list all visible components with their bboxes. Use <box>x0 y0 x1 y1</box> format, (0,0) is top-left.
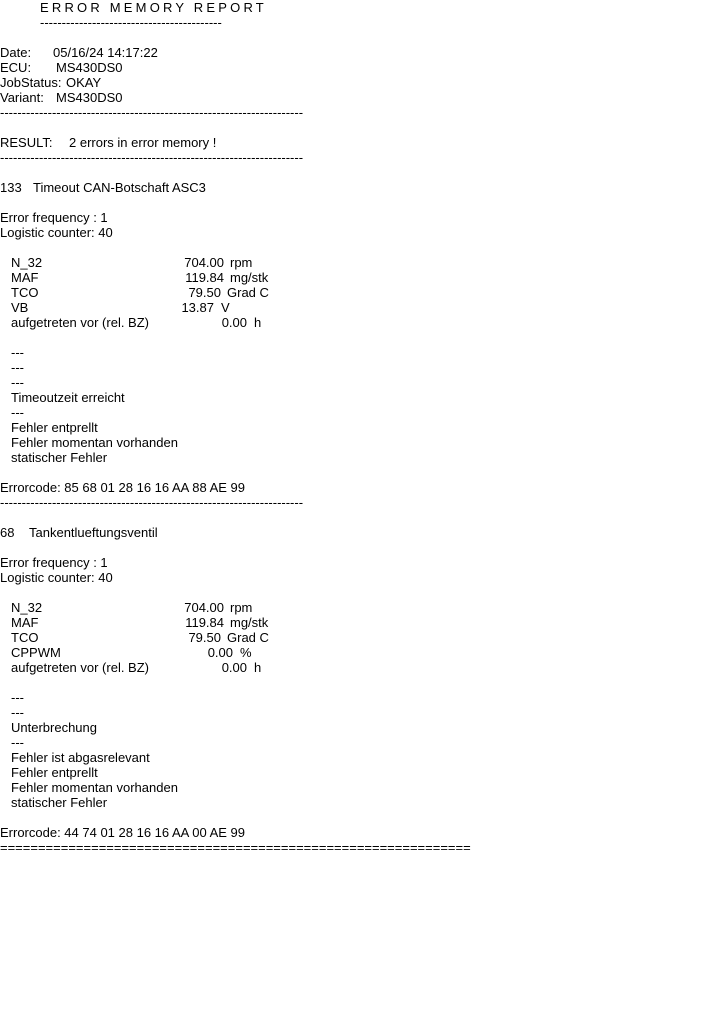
flag-line: --- <box>11 375 24 390</box>
error-frequency: Error frequency : 1 <box>0 555 108 570</box>
flag-line: Fehler ist abgasrelevant <box>11 750 150 765</box>
param-name: TCO <box>11 285 39 300</box>
ecu-label: ECU: <box>0 60 32 75</box>
param-name: N_32 <box>11 600 43 615</box>
flag-line: statischer Fehler <box>11 450 108 465</box>
param-value: 119.84 <box>185 270 224 285</box>
errorcode: Errorcode: 44 74 01 28 16 16 AA 00 AE 99 <box>0 825 246 840</box>
flag-line: --- <box>11 360 24 375</box>
date-value: 05/16/24 14:17:22 <box>53 45 158 60</box>
flag-line: Fehler entprellt <box>11 765 98 780</box>
flag-line: Fehler entprellt <box>11 420 98 435</box>
result-label: RESULT: <box>0 135 53 150</box>
variant-label: Variant: <box>0 90 44 105</box>
flag-line: --- <box>11 690 24 705</box>
param-value: 0.00 <box>221 315 247 330</box>
param-unit: rpm <box>230 255 253 270</box>
flag-line: --- <box>11 735 24 750</box>
logistic-counter: Logistic counter: 40 <box>0 225 113 240</box>
logistic-counter: Logistic counter: 40 <box>0 570 113 585</box>
param-name: MAF <box>11 270 39 285</box>
param-unit: Grad C <box>227 630 269 645</box>
flag-line: --- <box>11 705 24 720</box>
param-value: 704.00 <box>184 255 224 270</box>
param-unit: % <box>240 645 252 660</box>
param-name: MAF <box>11 615 39 630</box>
flag-line: Timeoutzeit erreicht <box>11 390 125 405</box>
flag-line: Fehler momentan vorhanden <box>11 435 178 450</box>
result-text: 2 errors in error memory ! <box>69 135 217 150</box>
report-title: ERROR MEMORY REPORT <box>40 0 267 15</box>
variant-value: MS430DS0 <box>56 90 123 105</box>
errorcode: Errorcode: 85 68 01 28 16 16 AA 88 AE 99 <box>0 480 246 495</box>
param-value: 119.84 <box>185 615 224 630</box>
end-line: ============================================================== <box>0 840 471 855</box>
error-code-number: 133 <box>0 180 22 195</box>
flag-line: statischer Fehler <box>11 795 108 810</box>
param-value: 0.00 <box>221 660 247 675</box>
flag-line: --- <box>11 405 24 420</box>
flag-line: --- <box>11 345 24 360</box>
separator: ---------------------------------------------------------------------- <box>0 495 304 510</box>
param-unit: mg/stk <box>230 615 269 630</box>
title-underline: ------------------------------------------ <box>40 15 222 30</box>
date-label: Date: <box>0 45 32 60</box>
param-unit: rpm <box>230 600 253 615</box>
param-value: 0.00 <box>207 645 233 660</box>
param-value: 79.50 <box>188 285 221 300</box>
param-name: aufgetreten vor (rel. BZ) <box>11 315 149 330</box>
error-frequency: Error frequency : 1 <box>0 210 108 225</box>
error-name: Timeout CAN-Botschaft ASC3 <box>33 180 206 195</box>
param-unit: V <box>221 300 230 315</box>
param-value: 79.50 <box>188 630 221 645</box>
param-name: CPPWM <box>11 645 61 660</box>
flag-line: Unterbrechung <box>11 720 97 735</box>
param-value: 704.00 <box>184 600 224 615</box>
jobstatus-value: OKAY <box>66 75 102 90</box>
param-unit: mg/stk <box>230 270 269 285</box>
param-name: TCO <box>11 630 39 645</box>
separator: ---------------------------------------------------------------------- <box>0 105 304 120</box>
separator: ---------------------------------------------------------------------- <box>0 150 304 165</box>
error-code-number: 68 <box>0 525 15 540</box>
ecu-value: MS430DS0 <box>56 60 123 75</box>
param-unit: Grad C <box>227 285 269 300</box>
param-unit: h <box>254 660 262 675</box>
flag-line: Fehler momentan vorhanden <box>11 780 178 795</box>
param-name: N_32 <box>11 255 43 270</box>
param-name: VB <box>11 300 29 315</box>
param-name: aufgetreten vor (rel. BZ) <box>11 660 149 675</box>
jobstatus-label: JobStatus: <box>0 75 62 90</box>
param-unit: h <box>254 315 262 330</box>
error-name: Tankentlueftungsventil <box>29 525 158 540</box>
param-value: 13.87 <box>181 300 214 315</box>
